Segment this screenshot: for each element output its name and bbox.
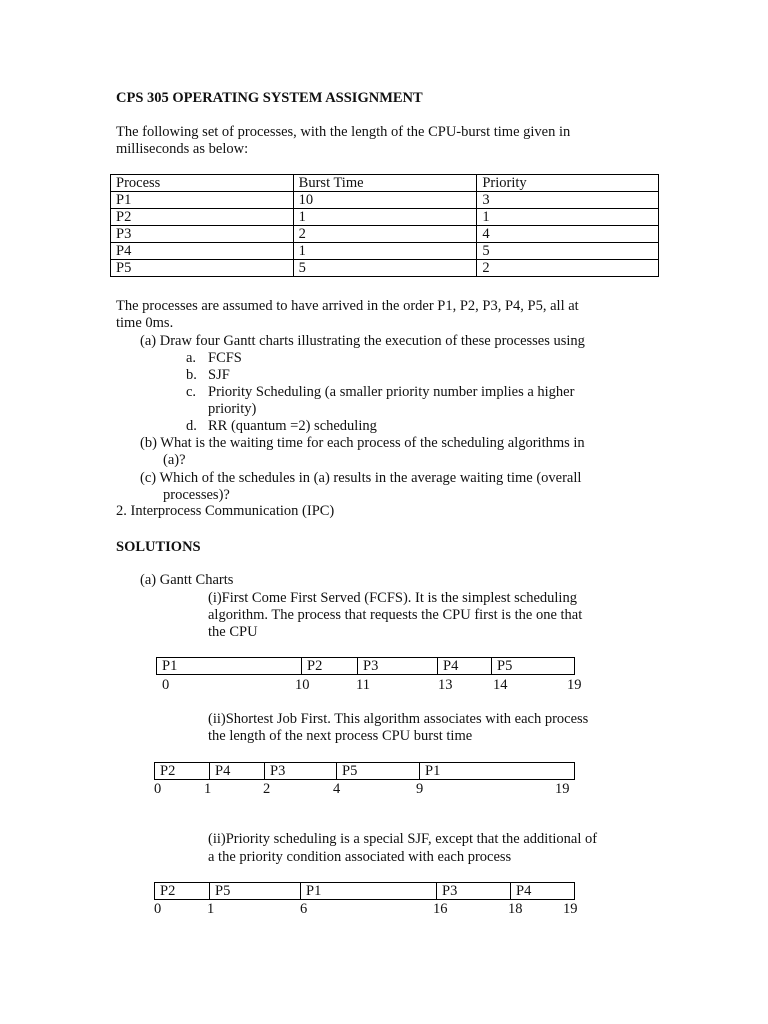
gantt-time-tick: 19: [563, 901, 578, 917]
question-c-line-1: (c) Which of the schedules in (a) results in the average waiting time (overall: [140, 470, 582, 486]
gantt-cell: P5: [209, 883, 300, 899]
intro-line-2: milliseconds as below:: [116, 141, 249, 157]
gantt-cell: P1: [162, 658, 178, 674]
gantt-cell: P1: [419, 763, 574, 779]
gantt-time-tick: 18: [508, 901, 523, 917]
list-marker: c.: [186, 384, 197, 400]
gantt-time-tick: 19: [555, 781, 570, 797]
list-item-priority: Priority Scheduling (a smaller priority number implies a higher: [208, 384, 575, 400]
burst-cell: 1: [293, 209, 477, 226]
burst-cell: 10: [293, 192, 477, 209]
table-row: [111, 192, 659, 209]
table-row: [111, 226, 659, 243]
gantt-cell: P5: [336, 763, 419, 779]
gantt-time-tick: 0: [162, 677, 170, 693]
priority-cell: 3: [477, 192, 659, 209]
gantt-time-tick: 16: [433, 901, 448, 917]
burst-cell: 5: [293, 260, 477, 277]
priority-gantt-chart: [154, 882, 575, 900]
gantt-time-tick: 0: [154, 901, 162, 917]
gantt-cell: P4: [510, 883, 574, 899]
fcfs-desc-line-1: (i)First Come First Served (FCFS). It is the simplest scheduling: [208, 590, 577, 606]
question-ipc: 2. Interprocess Communication (IPC): [116, 503, 335, 519]
question-b-line-2: (a)?: [163, 452, 186, 468]
priority-desc-line-2: a the priority condition associated with each process: [208, 849, 512, 865]
question-c-line-2: processes)?: [163, 487, 230, 503]
gantt-time-tick: 10: [295, 677, 310, 693]
solutions-heading: SOLUTIONS: [116, 539, 201, 555]
list-item-priority-cont: priority): [208, 401, 257, 417]
gantt-cell: P3: [436, 883, 510, 899]
priority-cell: 2: [477, 260, 659, 277]
list-item-rr: RR (quantum =2) scheduling: [208, 418, 377, 434]
gantt-cell: P5: [491, 658, 574, 674]
process-cell: P2: [111, 209, 294, 226]
list-marker: d.: [186, 418, 197, 434]
fcfs-desc-line-3: the CPU: [208, 624, 258, 640]
table-header-row: [111, 175, 659, 192]
gantt-cell: P4: [209, 763, 264, 779]
burst-cell: 1: [293, 243, 477, 260]
table-row: [111, 243, 659, 260]
process-cell: P4: [111, 243, 294, 260]
gantt-time-tick: 13: [438, 677, 453, 693]
sjf-desc-line-2: the length of the next process CPU burst time: [208, 728, 473, 744]
fcfs-desc-line-2: algorithm. The process that requests the CPU first is the one that: [208, 607, 583, 623]
process-table: [110, 174, 659, 277]
sjf-desc-line-1: (ii)Shortest Job First. This algorithm associates with each process: [208, 711, 589, 727]
arrival-line-2: time 0ms.: [116, 315, 174, 331]
assignment-title: CPS 305 OPERATING SYSTEM ASSIGNMENT: [116, 90, 423, 106]
header-burst-time: Burst Time: [293, 175, 477, 192]
gantt-time-tick: 11: [356, 677, 370, 693]
gantt-heading: (a) Gantt Charts: [140, 572, 234, 588]
header-process: Process: [111, 175, 294, 192]
gantt-cell: P2: [160, 883, 176, 899]
gantt-time-tick: 1: [207, 901, 215, 917]
gantt-cell: P3: [357, 658, 437, 674]
list-marker: b.: [186, 367, 197, 383]
gantt-time-tick: 9: [416, 781, 424, 797]
gantt-time-tick: 4: [333, 781, 341, 797]
gantt-time-tick: 14: [493, 677, 508, 693]
question-b-line-1: (b) What is the waiting time for each process of the scheduling algorithms in: [140, 435, 585, 451]
priority-desc-line-1: (ii)Priority scheduling is a special SJF, except that the additional of: [208, 831, 598, 847]
gantt-time-tick: 1: [204, 781, 212, 797]
gantt-cell: P1: [300, 883, 436, 899]
list-marker: a.: [186, 350, 197, 366]
gantt-time-tick: 6: [300, 901, 308, 917]
list-item-fcfs: FCFS: [208, 350, 242, 366]
gantt-cell: P4: [437, 658, 491, 674]
gantt-time-tick: 2: [263, 781, 271, 797]
gantt-time-tick: 19: [567, 677, 582, 693]
gantt-cell: P3: [264, 763, 336, 779]
process-cell: P1: [111, 192, 294, 209]
burst-cell: 2: [293, 226, 477, 243]
header-priority: Priority: [477, 175, 659, 192]
priority-cell: 1: [477, 209, 659, 226]
arrival-line-1: The processes are assumed to have arrived in the order P1, P2, P3, P4, P5, all at: [116, 298, 579, 314]
gantt-cell: P2: [301, 658, 357, 674]
intro-line-1: The following set of processes, with the length of the CPU-burst time given in: [116, 124, 571, 140]
priority-cell: 5: [477, 243, 659, 260]
table-row: [111, 209, 659, 226]
fcfs-gantt-chart: [156, 657, 575, 675]
list-item-sjf: SJF: [208, 367, 230, 383]
question-a: (a) Draw four Gantt charts illustrating the execution of these processes using: [140, 333, 585, 349]
gantt-cell: P2: [160, 763, 176, 779]
process-cell: P3: [111, 226, 294, 243]
gantt-time-tick: 0: [154, 781, 162, 797]
process-cell: P5: [111, 260, 294, 277]
priority-cell: 4: [477, 226, 659, 243]
sjf-gantt-chart: [154, 762, 575, 780]
table-row: [111, 260, 659, 277]
